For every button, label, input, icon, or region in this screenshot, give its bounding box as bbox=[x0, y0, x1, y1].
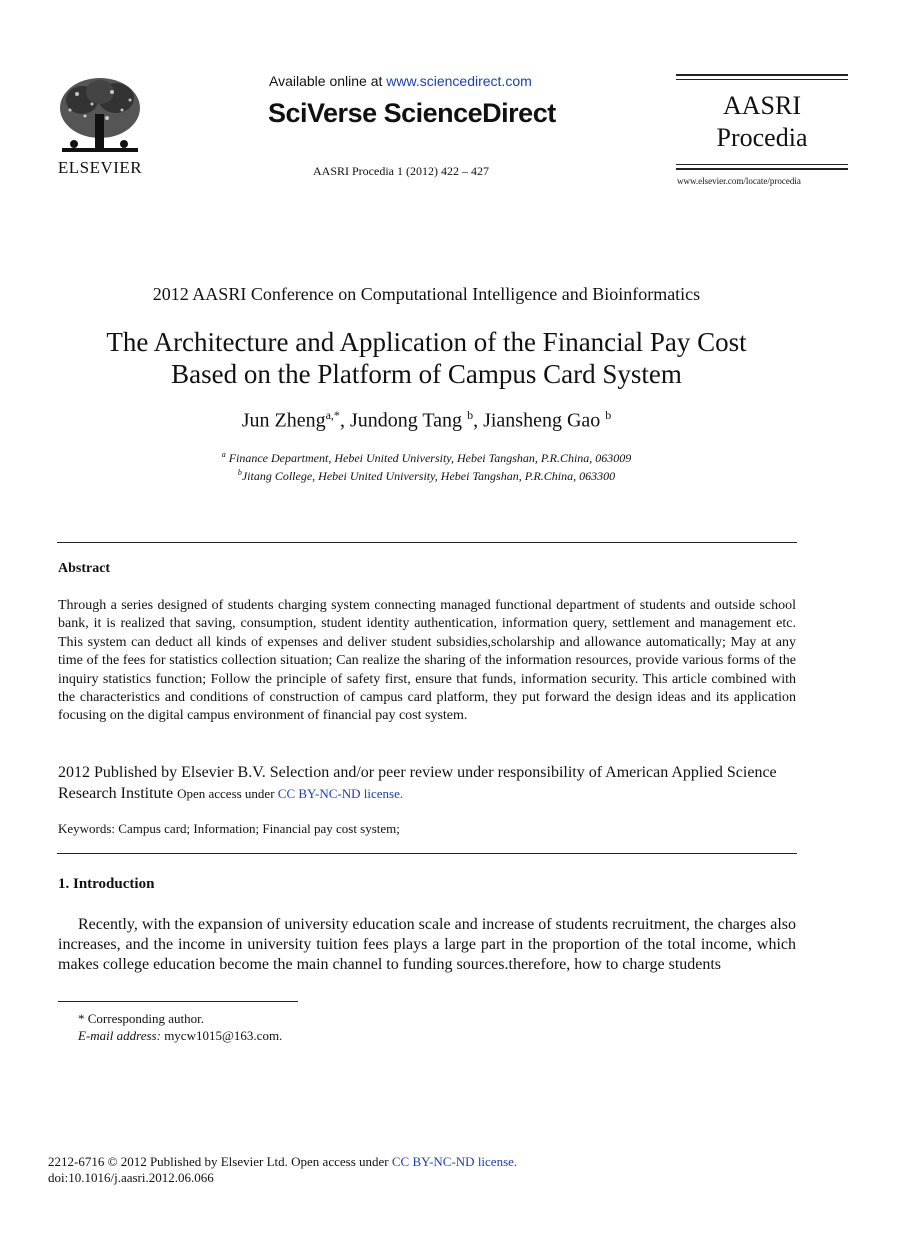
author-separator: , bbox=[339, 409, 350, 432]
affiliation-text: Finance Department, Hebei United University, Hebei Tangshan, P.R.China, 063009 bbox=[225, 451, 632, 465]
affiliation-b bbox=[0, 468, 853, 484]
journal-box-rule bbox=[676, 79, 848, 80]
journal-title bbox=[676, 90, 848, 154]
doi-line[interactable]: doi:10.1016/j.aasri.2012.06.066 bbox=[48, 1170, 214, 1185]
sciencedirect-link[interactable]: www.sciencedirect.com bbox=[386, 73, 532, 89]
author-affiliation-mark: a,* bbox=[325, 408, 340, 422]
email-note bbox=[78, 1028, 282, 1044]
sciverse-logo-text: SciVerse ScienceDirect bbox=[268, 98, 556, 128]
author-name: Jundong Tang bbox=[349, 409, 468, 432]
journal-box-rule bbox=[676, 74, 848, 76]
author-affiliation-mark: b bbox=[605, 408, 612, 422]
publication-text: 2012 Published by Elsevier B.V. Selection and/or peer review under responsibility of American Applied Science Research Institute bbox=[58, 764, 777, 802]
abstract-heading: Abstract bbox=[58, 561, 111, 576]
paper-title-line2: Based on the Platform of Campus Card System bbox=[171, 359, 682, 389]
available-online-line bbox=[269, 73, 532, 89]
author-name: Jiansheng Gao bbox=[483, 409, 606, 432]
journal-title-line1: AASRI bbox=[722, 91, 801, 120]
journal-title-line2: Procedia bbox=[716, 123, 808, 152]
journal-citation: AASRI Procedia 1 (2012) 422 – 427 bbox=[313, 164, 489, 178]
author-separator: , bbox=[473, 409, 484, 432]
affiliation-a bbox=[0, 450, 853, 466]
elsevier-wordmark: ELSEVIER bbox=[57, 158, 143, 177]
paper-title bbox=[0, 326, 853, 390]
available-prefix: Available online at bbox=[269, 73, 387, 89]
issn-copyright: 2212-6716 © 2012 Published by Elsevier Ltd. bbox=[48, 1154, 292, 1169]
email-label: E-mail address: bbox=[78, 1028, 161, 1043]
open-access-label: Open access under bbox=[291, 1154, 392, 1169]
section-heading-introduction: 1. Introduction bbox=[58, 876, 155, 892]
keywords-line bbox=[58, 821, 400, 837]
author-affiliation-mark: b bbox=[467, 408, 474, 422]
copyright-line bbox=[48, 1154, 517, 1170]
license-link[interactable]: CC BY-NC-ND license. bbox=[277, 786, 404, 801]
publication-statement bbox=[58, 762, 796, 804]
author-list bbox=[0, 408, 853, 433]
email-address[interactable]: mycw1015@163.com. bbox=[160, 1028, 283, 1043]
abstract-top-rule bbox=[57, 542, 797, 543]
open-access-label: Open access under bbox=[177, 786, 278, 801]
journal-box-rule bbox=[676, 168, 848, 170]
author-name: Jun Zheng bbox=[241, 409, 326, 432]
affiliation-mark: a bbox=[221, 450, 226, 459]
license-link[interactable]: CC BY-NC-ND license. bbox=[391, 1154, 518, 1169]
keywords-value: Campus card; Information; Financial pay cost system; bbox=[118, 821, 400, 836]
footnote-rule bbox=[58, 1001, 298, 1002]
conference-name: 2012 AASRI Conference on Computational Intelligence and Bioinformatics bbox=[152, 284, 701, 304]
introduction-paragraph: Recently, with the expansion of university education scale and increase of students recruitment, the charges also increases, and the income in university tuition fees plays a large part in the proportion of the total income, which makes college education become the main channel to funding sources.therefore, how to charge students bbox=[58, 916, 796, 973]
affiliation-mark: b bbox=[237, 468, 242, 477]
paper-title-line1: The Architecture and Application of the Financial Pay Cost bbox=[106, 327, 747, 357]
corresponding-author-note: * Corresponding author. bbox=[78, 1011, 205, 1026]
abstract-body: Through a series designed of students charging system connecting managed functional department of students and outside school bank, it is realized that saving, consumption, student identity authentication, information query, settlement and management etc. This system can deduct all kinds of expenses and deliver student subsidies,scholarship and allowance automatically; May at any time of the fees for statistics collection situation; Can realize the sharing of the information resources, provide various forms of the inquiry statistics function; Follow the principle of safety first, ensure that funds, information security. This article combined with the characteristics and conditions of construction of campus card platform, they put forward the design ideas and its application focusing on the digital campus environment of financial pay cost system. bbox=[58, 598, 796, 724]
keywords-label: Keywords: bbox=[58, 821, 119, 836]
affiliation-text: Jitang College, Hebei United University, Hebei Tangshan, P.R.China, 063300 bbox=[241, 469, 616, 483]
journal-url[interactable]: www.elsevier.com/locate/procedia bbox=[677, 176, 801, 186]
abstract-bottom-rule bbox=[57, 853, 797, 854]
journal-box-rule bbox=[676, 164, 848, 165]
